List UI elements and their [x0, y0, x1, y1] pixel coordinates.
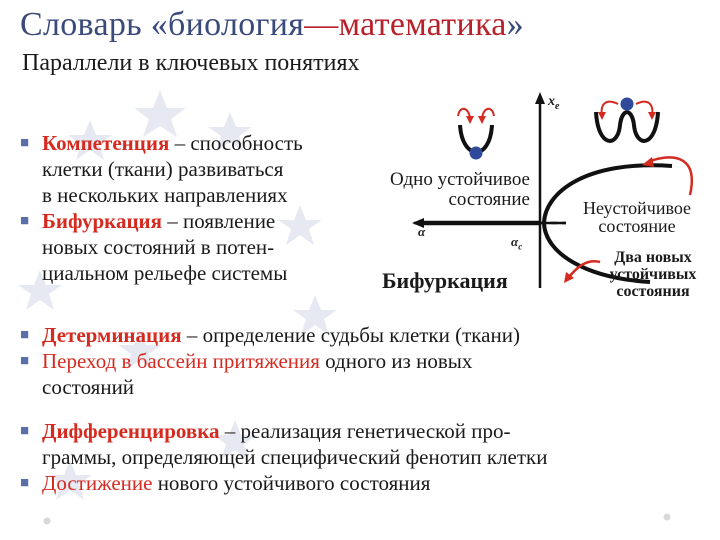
bullet-square-icon: ■ — [20, 327, 30, 343]
unstable-state-label: Неустойчивое состояние — [566, 199, 708, 235]
bullet-square-icon: ■ — [20, 213, 30, 229]
bifurcation-label: Бифуркация — [382, 268, 508, 293]
list-item-differentiation — [20, 418, 548, 470]
x-axis-label: α — [418, 224, 426, 239]
title-prefix: Словарь « — [20, 6, 169, 43]
differentiation-def-1: – реализация генетической про- — [219, 419, 511, 443]
title-suffix: » — [506, 6, 524, 43]
title-word-math: математика — [338, 6, 507, 43]
y-axis-arrow-icon — [535, 92, 545, 104]
concepts-list-bottom — [20, 322, 548, 496]
decorative-dot — [44, 518, 51, 525]
term-competence: Компетенция — [42, 131, 170, 155]
decorative-dot — [664, 514, 671, 521]
bullet-square-icon: ■ — [20, 135, 30, 151]
list-item-determination — [20, 322, 548, 348]
basin-transition-def-2: состояний — [42, 375, 135, 399]
y-axis-label: $x_e$ — [548, 94, 560, 112]
list-item-competence — [20, 130, 303, 208]
bifurcation-def-2: новых состояний в потен- — [42, 235, 275, 259]
concepts-list-top — [20, 130, 303, 286]
bullet-square-icon: ■ — [20, 353, 30, 369]
competence-def-1: – способность — [169, 131, 303, 155]
term-basin-transition: Переход в бассейн притяжения — [42, 349, 320, 373]
term-bifurcation: Бифуркация — [42, 209, 163, 233]
basin-transition-def-1: одного из новых — [319, 349, 473, 373]
list-item-bifurcation — [20, 208, 303, 286]
page-subtitle: Параллели в ключевых понятиях — [22, 50, 360, 76]
bullet-square-icon: ■ — [20, 423, 30, 439]
list-item-achievement — [20, 470, 548, 496]
two-new-states-label: Два новых устойчивых состояния — [609, 249, 697, 300]
term-achievement: Достижение — [42, 471, 153, 495]
bifurcation-def-3: циальном рельефе системы — [42, 261, 288, 285]
page-title — [20, 6, 524, 44]
differentiation-def-2: граммы, определяющей специфический фенотип клетки — [42, 445, 548, 469]
term-differentiation: Дифференцировка — [42, 419, 220, 443]
bullet-square-icon: ■ — [20, 475, 30, 491]
bifurcation-def-1: – появление — [162, 209, 276, 233]
stable-state-label: Одно устойчивое состояние — [390, 169, 530, 210]
critical-point-label: $\alpha_c$ — [511, 234, 523, 252]
competence-def-3: в нескольких направлениях — [42, 183, 288, 207]
competence-def-2: клетки (ткани) развиваться — [42, 157, 284, 181]
term-determination: Детерминация — [42, 323, 182, 347]
title-dash: — — [304, 6, 339, 43]
determination-def: – определение судьбы клетки (ткани) — [181, 323, 520, 347]
list-item-basin-transition — [20, 348, 548, 400]
title-word-biology: биология — [168, 6, 305, 43]
achievement-def: нового устойчивого состояния — [152, 471, 431, 495]
